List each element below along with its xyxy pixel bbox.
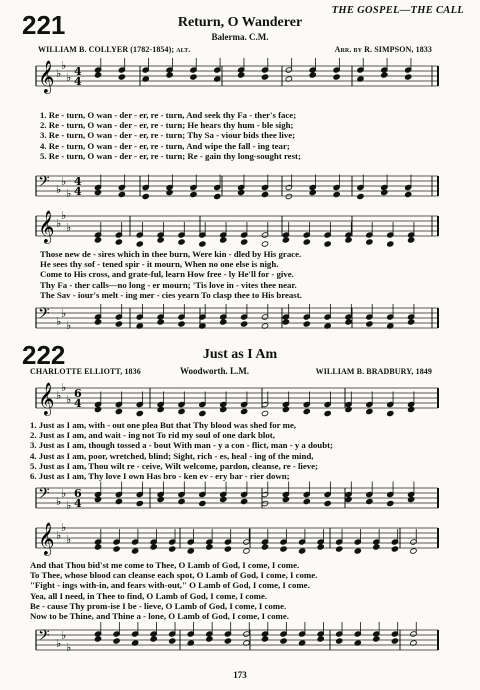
verse-line: Be - cause Thy prom-ise I be - lieve, O Lamb of God, I come, I come. xyxy=(30,600,287,611)
flat-icon: ♭ xyxy=(66,71,72,84)
note-head xyxy=(157,406,164,412)
note-head xyxy=(309,72,316,78)
note-head xyxy=(261,241,268,247)
note-head xyxy=(357,193,364,199)
note-head xyxy=(220,319,227,325)
note-head xyxy=(261,191,268,197)
note-head xyxy=(220,406,227,412)
bass-staff xyxy=(0,622,480,666)
page-number: 173 xyxy=(233,670,247,680)
note-head xyxy=(345,496,352,502)
note-head xyxy=(280,638,287,644)
note-head xyxy=(115,321,122,327)
note-head xyxy=(237,189,244,195)
note-head xyxy=(407,496,414,502)
note-head xyxy=(324,500,331,506)
note-head xyxy=(157,496,164,502)
note-head xyxy=(366,321,373,327)
note-head xyxy=(391,546,398,552)
note-head xyxy=(282,496,289,502)
flat-icon: ♭ xyxy=(56,315,62,328)
note-head xyxy=(240,321,247,327)
note-head xyxy=(381,189,388,195)
bass-staff xyxy=(0,168,480,212)
note-head xyxy=(131,548,138,554)
flat-icon: ♭ xyxy=(66,641,72,654)
verse-line: 4. Re - turn, O wan - der - er, re - turn, And wipe the fall - ing tear; xyxy=(40,140,290,151)
flat-icon: ♭ xyxy=(61,209,67,222)
note-head xyxy=(113,638,120,644)
verse-line: 4. Just as I am, poor, wretched, blind; Sight, rich - es, heal - ing of the mind, xyxy=(30,450,314,461)
time-signature: 4 xyxy=(74,175,82,188)
time-signature: 4 xyxy=(74,65,82,78)
flat-icon: ♭ xyxy=(56,389,62,402)
flat-icon: ♭ xyxy=(61,381,67,394)
flat-icon: ♭ xyxy=(56,637,62,650)
note-head xyxy=(166,72,173,78)
verse-line: The Sav - iour's melt - ing mer - cies yearn To clasp thee to His breast. xyxy=(40,289,302,300)
note-head xyxy=(303,498,310,504)
note-head xyxy=(404,74,411,80)
note-head xyxy=(387,241,394,247)
note-head xyxy=(178,498,185,504)
note-head xyxy=(391,638,398,644)
flat-icon: ♭ xyxy=(56,495,62,508)
verse-line: 1. Just as I am, with - out one plea But that Thy blood was shed for me, xyxy=(30,420,297,430)
note-head xyxy=(220,496,227,502)
bass-staff xyxy=(0,300,480,344)
treble-staff xyxy=(0,208,480,252)
note-head xyxy=(282,406,289,412)
treble-clef-icon: 𝄞 xyxy=(38,210,55,243)
note-head xyxy=(94,189,101,195)
note-head xyxy=(407,406,414,412)
note-head xyxy=(187,548,194,554)
verses-block xyxy=(30,420,333,481)
flat-icon: ♭ xyxy=(56,183,62,196)
note-head xyxy=(115,239,122,245)
note-head xyxy=(407,319,414,325)
note-head xyxy=(345,237,352,243)
verse-line: Thy Fa - ther calls—no long - er mourn; 'Tis love in - vites thee near. xyxy=(40,279,297,290)
flat-icon: ♭ xyxy=(61,629,67,642)
treble-staff xyxy=(0,380,480,424)
note-head xyxy=(336,638,343,644)
music-credit: Arr. by R. SIMPSON, 1833 xyxy=(334,45,432,54)
time-signature: 4 xyxy=(74,497,82,510)
note-head xyxy=(345,319,352,325)
note-head xyxy=(410,548,417,554)
treble-clef-icon: 𝄞 xyxy=(38,522,55,555)
note-head xyxy=(324,241,331,247)
verse-line: 2. Re - turn, O wan - der - er, re - turn; He hears thy hum - ble sigh; xyxy=(40,120,294,131)
note-head xyxy=(94,319,101,325)
verse-line: 1. Re - turn, O wan - der - er, re - turn, And seek thy Fa - ther's face; xyxy=(40,110,297,120)
note-head xyxy=(94,544,101,550)
note-head xyxy=(303,239,310,245)
note-head xyxy=(285,193,292,199)
running-head: THE GOSPEL—THE CALL xyxy=(331,5,464,16)
note-head xyxy=(118,191,125,197)
note-head xyxy=(261,636,268,642)
note-head xyxy=(282,319,289,325)
note-head xyxy=(240,408,247,414)
verse-line: 3. Just as I am, though tossed a - bout With man - y a con - flict, man - y a doubt; xyxy=(30,440,333,451)
note-head xyxy=(303,408,310,414)
flat-icon: ♭ xyxy=(61,487,67,500)
note-head xyxy=(206,544,213,550)
note-head xyxy=(240,239,247,245)
note-head xyxy=(157,319,164,325)
verse-line: 6. Just as I am, Thy love I own Has bro - ken ev - ery bar - rier down; xyxy=(30,471,290,482)
note-head xyxy=(166,189,173,195)
note-head xyxy=(303,321,310,327)
verse-line: To Thee, whose blood can cleanse each spot, O Lamb of God, I come, I come. xyxy=(30,570,318,581)
note-head xyxy=(324,410,331,416)
note-head xyxy=(224,638,231,644)
note-head xyxy=(214,193,221,199)
note-head xyxy=(261,74,268,80)
note-head xyxy=(261,544,268,550)
verse-line: "Fight - ings with-in, and fears with-out," O Lamb of God, I come, I come. xyxy=(30,580,310,591)
note-head xyxy=(261,410,268,416)
note-head xyxy=(407,237,414,243)
note-head xyxy=(94,406,101,412)
bass-staff xyxy=(0,480,480,524)
note-head xyxy=(113,546,120,552)
time-signature: 4 xyxy=(74,75,82,88)
verse-line: He sees thy sof - tened spir - it mourn, When no one else is nigh. xyxy=(40,259,279,270)
hymn-title: Just as I Am xyxy=(202,347,278,362)
note-head xyxy=(404,191,411,197)
verse-line: 2. Just as I am, and wait - ing not To rid my soul of one dark blot, xyxy=(30,430,275,441)
note-head xyxy=(199,500,206,506)
note-head xyxy=(280,546,287,552)
note-head xyxy=(178,408,185,414)
verse-line: Those new de - sires which in thee burn, Were kin - dled by His grace. xyxy=(40,249,302,259)
note-head xyxy=(206,636,213,642)
time-signature: 4 xyxy=(74,185,82,198)
flat-icon: ♭ xyxy=(66,533,72,546)
time-signature: 6 xyxy=(74,487,82,500)
note-head xyxy=(115,498,122,504)
note-head xyxy=(150,544,157,550)
note-head xyxy=(199,241,206,247)
note-head xyxy=(94,636,101,642)
tune-name: Woodworth. L.M. xyxy=(180,366,250,376)
note-head xyxy=(309,189,316,195)
note-head xyxy=(373,544,380,550)
note-head xyxy=(142,193,149,199)
note-head xyxy=(387,410,394,416)
words-credit: WILLIAM B. COLLYER (1782-1854); alt. xyxy=(38,45,191,54)
note-head xyxy=(333,74,340,80)
music-credit: WILLIAM B. BRADBURY, 1849 xyxy=(315,367,432,376)
flat-icon: ♭ xyxy=(66,499,72,512)
note-head xyxy=(178,239,185,245)
flat-icon: ♭ xyxy=(61,175,67,188)
note-head xyxy=(240,498,247,504)
note-head xyxy=(387,500,394,506)
flat-icon: ♭ xyxy=(56,529,62,542)
bass-clef-icon: 𝄢 xyxy=(38,305,50,326)
verse-line: And that Thou bid'st me come to Thee, O Lamb of God, I come, I come. xyxy=(30,560,300,570)
treble-clef-icon: 𝄞 xyxy=(38,60,55,93)
note-head xyxy=(366,408,373,414)
words-credit: CHARLOTTE ELLIOTT, 1836 xyxy=(30,367,141,376)
flat-icon: ♭ xyxy=(66,187,72,200)
note-head xyxy=(190,191,197,197)
note-head xyxy=(136,500,143,506)
note-head xyxy=(94,72,101,78)
verse-line: 5. Just as I am, Thou wilt re - ceive, Wilt welcome, pardon, cleanse, re - lieve; xyxy=(30,460,318,471)
note-head xyxy=(199,410,206,416)
verse-line: Now to be Thine, and Thine a - lone, O Lamb of God, I come, I come. xyxy=(30,611,289,622)
hymn-title: Return, O Wanderer xyxy=(177,15,303,30)
hymn-number: 222 xyxy=(22,340,66,370)
note-head xyxy=(115,408,122,414)
flat-icon: ♭ xyxy=(66,221,72,234)
verses-block xyxy=(40,249,302,300)
note-head xyxy=(317,636,324,642)
note-head xyxy=(282,237,289,243)
note-head xyxy=(333,191,340,197)
note-head xyxy=(220,237,227,243)
flat-icon: ♭ xyxy=(56,67,62,80)
note-head xyxy=(336,546,343,552)
note-head xyxy=(136,410,143,416)
flat-icon: ♭ xyxy=(66,393,72,406)
flat-icon: ♭ xyxy=(66,319,72,332)
note-head xyxy=(237,72,244,78)
treble-staff xyxy=(0,520,480,564)
note-head xyxy=(94,237,101,243)
flat-icon: ♭ xyxy=(61,521,67,534)
note-head xyxy=(354,548,361,554)
note-head xyxy=(157,237,164,243)
time-signature: 6 xyxy=(74,387,82,400)
note-head xyxy=(118,74,125,80)
tune-name: Balerma. C.M. xyxy=(211,32,269,42)
verses-block xyxy=(40,110,301,161)
hymn-number: 221 xyxy=(22,10,66,40)
note-head xyxy=(298,548,305,554)
note-head xyxy=(136,241,143,247)
treble-staff xyxy=(0,58,480,102)
flat-icon: ♭ xyxy=(56,217,62,230)
note-head xyxy=(178,321,185,327)
note-head xyxy=(381,72,388,78)
verse-line: Come to His cross, and grate-ful, learn How free - ly He'll for - give. xyxy=(40,269,294,280)
note-head xyxy=(243,548,250,554)
note-head xyxy=(366,239,373,245)
note-head xyxy=(224,546,231,552)
bass-clef-icon: 𝄢 xyxy=(38,627,50,648)
note-head xyxy=(373,636,380,642)
note-head xyxy=(169,546,176,552)
bass-clef-icon: 𝄢 xyxy=(38,485,50,506)
note-head xyxy=(150,636,157,642)
note-head xyxy=(169,638,176,644)
time-signature: 4 xyxy=(74,397,82,410)
note-head xyxy=(317,544,324,550)
note-head xyxy=(366,498,373,504)
bass-clef-icon: 𝄢 xyxy=(38,173,50,194)
verses-block xyxy=(30,560,317,621)
flat-icon: ♭ xyxy=(61,307,67,320)
flat-icon: ♭ xyxy=(61,59,67,72)
verse-line: Yea, all I need, in Thee to find, O Lamb of God, I come, I come. xyxy=(30,590,268,601)
note-head xyxy=(190,74,197,80)
note-head xyxy=(345,406,352,412)
treble-clef-icon: 𝄞 xyxy=(38,382,55,415)
verse-line: 3. Re - turn, O wan - der - er, re - turn; Thy Sa - viour bids thee live; xyxy=(40,130,296,141)
verse-line: 5. Re - turn, O wan - der - er, re - turn; Re - gain thy long-sought rest; xyxy=(40,150,301,161)
note-head xyxy=(94,496,101,502)
